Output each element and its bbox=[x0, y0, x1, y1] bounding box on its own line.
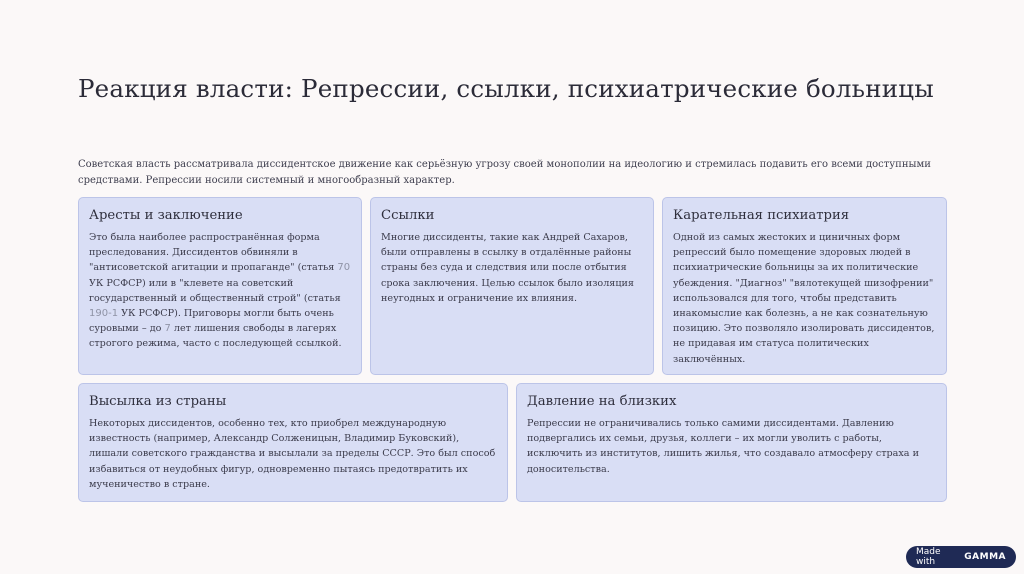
card-exile bbox=[370, 197, 654, 375]
article-number: 70 bbox=[337, 262, 351, 274]
card-heading: Ссылки bbox=[381, 208, 435, 223]
article-number: 190-1 bbox=[89, 308, 119, 320]
card-text: Многие диссиденты, такие как Андрей Сахаров, были отправлены в ссылку в отдалённые районы страны без суда и следствия или после отбытия срока заключения. Целью ссылок было изоляция неугодных и ограничение их влияния. bbox=[381, 232, 634, 304]
years-number: 7 bbox=[164, 323, 171, 335]
card-heading: Давление на близких bbox=[527, 394, 677, 409]
card-text: Одной из самых жестоких и циничных форм репрессий было помещение здоровых людей в психиатрические больницы за их политические убеждения. "Диагноз" "вялотекущей шизофрении" использовался для того, чтобы представить инакомыслие как болезнь, а не как сознательную позицию. Это позволяло изолировать диссидентов, не придавая им статуса политических заключённых. bbox=[673, 232, 935, 365]
card-heading: Карательная психиатрия bbox=[673, 208, 850, 223]
slide-title: Реакция власти: Репрессии, ссылки, психиатрические больницы bbox=[78, 74, 934, 103]
card-text: Репрессии не ограничивались только самими диссидентами. Давлению подвергались их семьи, друзья, коллеги – их могли уволить с работы, исключить из институтов, лишить жилья, что создавало атмосферу страха и доносительства. bbox=[527, 418, 919, 475]
badge-prefix: Made with bbox=[916, 547, 941, 567]
card-deportation bbox=[78, 383, 508, 502]
card-text: Это была наиболее распространённая форма преследования. Диссидентов обвиняли в "антисоветской агитации и пропаганде" (статья 70 УК РСФСР) или в "клевете на советский государственный и общественный строй" (статья 190-1 УК РСФСР). Приговоры могли быть очень суровыми – до 7 лет лишения свободы в лагерях строгого режима, часто с последующей ссылкой. bbox=[89, 232, 351, 350]
card-heading: Высылка из страны bbox=[89, 394, 227, 409]
gamma-logo: GAMMA bbox=[964, 552, 1006, 562]
card-text: Некоторых диссидентов, особенно тех, кто приобрел международную известность (например, Александр Солженицын, Владимир Буковский), лишали советского гражданства и высылали за пределы СССР. Это был способ избавиться от неудобных фигур, одновременно пытаясь предотвратить их мученичество в стране. bbox=[89, 418, 496, 490]
card-punitive-psychiatry bbox=[662, 197, 947, 375]
card-arrests bbox=[78, 197, 362, 375]
made-with-gamma-badge[interactable] bbox=[906, 546, 1016, 568]
card-pressure-on-relatives bbox=[516, 383, 947, 502]
intro-paragraph: Советская власть рассматривала диссидентское движение как серьёзную угрозу своей монополии на идеологию и стремилась подавить его всеми доступными средствами. Репрессии носили системный и многообразный характер. bbox=[78, 159, 931, 186]
card-heading: Аресты и заключение bbox=[89, 208, 243, 223]
